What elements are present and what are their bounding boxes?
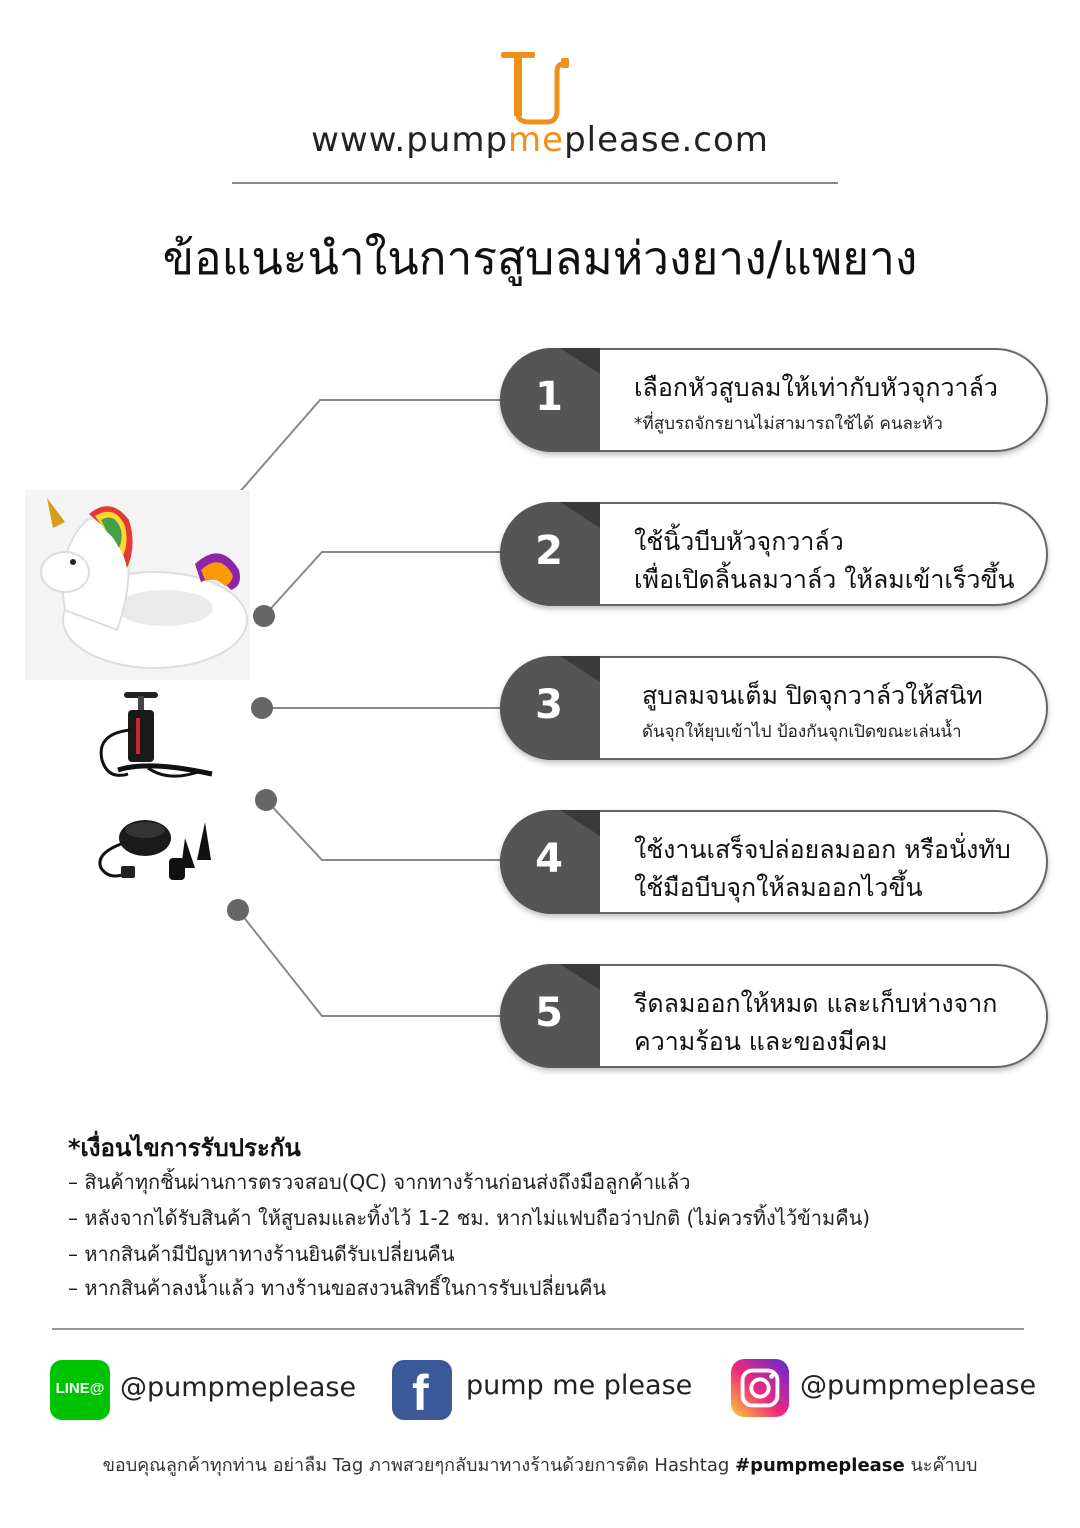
step-line-2: ความร้อน และของมีคม: [634, 1027, 888, 1056]
step-card-5: [500, 964, 1048, 1068]
step-number: 3: [535, 682, 563, 728]
facebook-glyph: f: [412, 1365, 429, 1421]
step-card-2: [500, 502, 1048, 606]
warranty-item: – หากสินค้าลงน้ำแล้ว ทางร้านขอสงวนสิทธิ์ในการรับเปลี่ยนคืน: [68, 1276, 607, 1300]
facebook-icon[interactable]: [392, 1360, 452, 1420]
warranty-item: – หลังจากได้รับสินค้า ให้สูบลมและทิ้งไว้ 1-2 ชม. หากไม่แฟบถือว่าปกติ (ไม่ควรทิ้งไว้ข้ามคืน): [68, 1206, 871, 1230]
site-url-prefix: www.pump: [311, 120, 509, 160]
website-url[interactable]: [0, 120, 1080, 160]
unicorn-float-image: [25, 490, 250, 680]
page-title: ข้อแนะนำในการสูบลมห่วงยาง/แพยาง: [162, 231, 918, 285]
site-url-highlight: me: [508, 120, 565, 160]
step-line-1: ใช้นิ้วบีบหัวจุกวาล์ว: [634, 527, 844, 556]
warranty-title: *เงื่อนไขการรับประกัน: [68, 1134, 301, 1162]
step-number: 1: [535, 374, 563, 420]
step-number: 4: [535, 836, 563, 882]
step-number: 2: [535, 528, 563, 574]
line-icon[interactable]: [50, 1360, 110, 1420]
header-divider: [232, 182, 838, 184]
instagram-icon[interactable]: [730, 1358, 790, 1418]
footer-divider: [52, 1328, 1024, 1330]
line-badge-text: LINE@: [55, 1380, 105, 1397]
step-number: 5: [535, 990, 563, 1036]
pump-logo-icon: [495, 48, 575, 126]
hand-pump-image: [88, 690, 218, 785]
warranty-item: – สินค้าทุกชิ้นผ่านการตรวจสอบ(QC) จากทางร้านก่อนส่งถึงมือลูกค้าแล้ว: [68, 1170, 691, 1194]
step-line-1: รีดลมออกให้หมด และเก็บห่างจาก: [634, 989, 998, 1018]
site-url-suffix: please.com: [564, 120, 769, 160]
facebook-name[interactable]: pump me please: [466, 1370, 693, 1401]
step-line-2: ดันจุกให้ยุบเข้าไป ป้องกันจุกเปิดขณะเล่นน้ำ: [642, 722, 962, 742]
footer-hashtag[interactable]: #pumpmeplease: [735, 1455, 905, 1476]
instagram-handle[interactable]: @pumpmeplease: [800, 1370, 1037, 1401]
step-line-1: เลือกหัวสูบลมให้เท่ากับหัวจุกวาล์ว: [634, 373, 998, 402]
step-line-1: ใช้งานเสร็จปล่อยลมออก หรือนั่งทับ: [634, 835, 1011, 864]
line-handle[interactable]: @pumpmeplease: [120, 1372, 357, 1403]
step-card-4: [500, 810, 1048, 914]
step-card-3: [500, 656, 1048, 760]
step-card-1: [500, 348, 1048, 452]
step-line-2: *ที่สูบรถจักรยานไม่สามารถใช้ได้ คนละหัว: [634, 414, 943, 434]
step-line-2: ใช้มือบีบจุกให้ลมออกไวขึ้น: [634, 873, 923, 902]
footer-note-prefix: ขอบคุณลูกค้าทุกท่าน อย่าลืม Tag ภาพสวยๆกลับมาทางร้านด้วยการติด Hashtag: [102, 1455, 735, 1476]
step-line-2: เพื่อเปิดลิ้นลมวาล์ว ให้ลมเข้าเร็วขึ้น: [634, 565, 1015, 594]
footer-note: [0, 1450, 1080, 1479]
footer-note-suffix: นะค๊าบบ: [904, 1455, 978, 1476]
electric-pump-image: [85, 808, 220, 888]
step-line-1: สูบลมจนเต็ม ปิดจุกวาล์วให้สนิท: [642, 681, 983, 710]
warranty-item: – หากสินค้ามีปัญหาทางร้านยินดีรับเปลี่ยนคืน: [68, 1242, 455, 1266]
